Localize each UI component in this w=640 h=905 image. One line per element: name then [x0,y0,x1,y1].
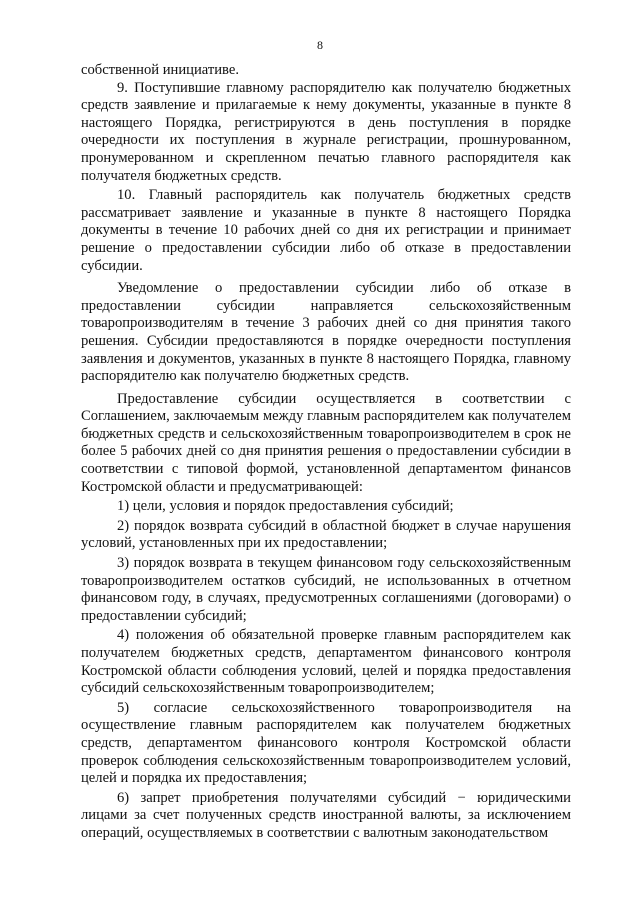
paragraph-notification: Уведомление о предоставлении субсидии либо об отказе в предоставлении субсидии направляется сельскохозяйственным товаропроизводителям в течение 3 рабочих дней со дня принятия такого решения. Субсидии предоставляются в порядке очередности поступления заявления и документов, указанных в пункте 8 настоящего Порядка, главному распорядителю как получателю бюджетных средств. [81,280,571,385]
paragraph-item-10: 10. Главный распорядитель как получатель бюджетных средств рассматривает заявление и указанные в пункте 8 настоящего Порядка документы в течение 10 рабочих дней со дня их регистрации и принимает решение о предоставлении субсидии либо об отказе в предоставлении субсидии. [81,187,571,274]
paragraph-agreement: Предоставление субсидии осуществляется в соответствии с Соглашением, заключаемым между главным распорядителем как получателем бюджетных средств и сельскохозяйственным товаропроизводителем в срок не более 5 рабочих дней со дня принятия решения о предоставлении субсидии в соответствии с типовой формой, установленной департаментом финансов Костромской области и предусматривающей: [81,390,571,495]
document-body [81,62,571,843]
list-item-1: 1) цели, условия и порядок предоставления субсидий; [117,498,454,515]
list-item-5: 5) согласие сельскохозяйственного товаропроизводителя на осуществление главным распорядителем как получателем бюджетных средств, департаментом финансового контроля Костромской области проверок соблюдения сельскохозяйственным товаропроизводителем условий, целей и порядка их предоставления; [81,699,571,787]
paragraph-item-9: 9. Поступившие главному распорядителю как получателю бюджетных средств заявление и прилагаемые к нему документы, указанные в пункте 8 настоящего Порядка, регистрируются в день поступления в порядке очередности их поступления в журнале регистрации, прошнурованном, пронумерованном и скрепленном печатью главного распорядителя как получателя бюджетных средств. [81,79,571,184]
list-item-2: 2) порядок возврата субсидий в областной бюджет в случае нарушения условий, установленных при их предоставлении; [81,517,571,552]
list-item-4: 4) положения об обязательной проверке главным распорядителем как получателем бюджетных средств, департаментом финансового контроля Костромской области соблюдения условий, целей и порядка предоставления субсидий сельскохозяйственным товаропроизводителем; [81,627,571,697]
paragraph-continuation: собственной инициативе. [81,62,239,78]
page-number: 8 [317,38,323,52]
list-item-6: 6) запрет приобретения получателями субсидий − юридическими лицами за счет полученных средств иностранной валюты, за исключением операций, осуществляемых в соответствии с валютным законодательством [81,789,571,841]
list-item-3: 3) порядок возврата в текущем финансовом году сельскохозяйственным товаропроизводителем остатков субсидий, не использованных в отчетном финансовом году, в случаях, предусмотренных соглашениями (договорами) о предоставлении субсидий; [81,555,571,624]
